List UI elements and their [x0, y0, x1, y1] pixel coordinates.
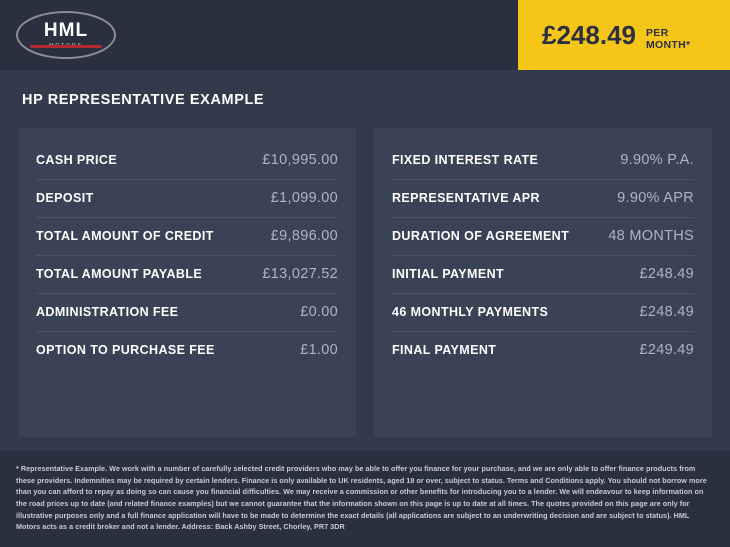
table-row — [36, 256, 338, 294]
table-row — [392, 294, 694, 332]
row-label: ADMINISTRATION FEE — [36, 305, 179, 319]
table-row — [392, 256, 694, 294]
row-value: £248.49 — [639, 266, 694, 282]
logo-container[interactable] — [0, 0, 116, 70]
row-label: REPRESENTATIVE APR — [392, 191, 540, 205]
logo-text: HML — [43, 20, 89, 41]
row-label: DEPOSIT — [36, 191, 94, 205]
table-row — [392, 218, 694, 256]
table-row — [392, 142, 694, 180]
row-value: 9.90% APR — [617, 190, 694, 206]
row-value: £1.00 — [300, 342, 338, 358]
row-label: TOTAL AMOUNT OF CREDIT — [36, 229, 214, 243]
monthly-price-badge — [518, 0, 730, 70]
monthly-price-period: PER MONTH* — [645, 26, 691, 51]
disclaimer-text: * Representative Example. We work with a number of carefully selected credit providers who may be able to offer you finance for your purchase, and we are only able to offer finance products from these providers. Indemnities may be required by certain lenders. Finance is only available to UK residents, aged 18 or over, subject to status. Terms and Conditions apply. You should not borrow more than you can afford to repay as doing so can cause you financial difficulties. We may receive a commission or other benefits for introducing you to a lender. We will endeavour to keep information on the road prices up to date (and related finance examples) but we cannot guarantee that the information shown on this page is up to date at all times. The quotes provided on this page are only for illustrative purposes only and a full finance application will have to be made to determine the exact details (all applications are subject to an underwriting decision and are subject to status). HML Motors acts as a credit broker and not a lender. Address: Back Ashby Street, Chorley, PR7 3DR — [16, 464, 707, 532]
row-value: £0.00 — [300, 304, 338, 320]
monthly-price-amount: £248.49 — [542, 20, 636, 50]
page-title: HP REPRESENTATIVE EXAMPLE — [22, 92, 265, 108]
page-header — [0, 0, 730, 70]
row-value: £10,995.00 — [262, 152, 338, 168]
row-label: INITIAL PAYMENT — [392, 267, 505, 281]
row-label: TOTAL AMOUNT PAYABLE — [36, 267, 203, 281]
table-row — [392, 180, 694, 218]
title-bar — [0, 70, 730, 118]
footer-disclaimer — [0, 451, 730, 547]
table-row — [36, 218, 338, 256]
row-value: £249.49 — [639, 342, 694, 358]
row-value: 48 MONTHS — [608, 228, 694, 244]
row-label: OPTION TO PURCHASE FEE — [36, 343, 215, 357]
row-label: FIXED INTEREST RATE — [392, 153, 539, 167]
table-row — [36, 294, 338, 332]
table-row — [36, 142, 338, 180]
row-value: 9.90% P.A. — [620, 152, 694, 168]
row-label: 46 MONTHLY PAYMENTS — [392, 305, 549, 319]
row-value: £248.49 — [639, 304, 694, 320]
row-label: DURATION OF AGREEMENT — [392, 229, 570, 243]
row-value: £1,099.00 — [270, 190, 338, 206]
row-label: FINAL PAYMENT — [392, 343, 497, 357]
right-details-panel — [374, 128, 712, 437]
hml-motors-logo-icon — [16, 11, 116, 59]
finance-details-panels — [0, 118, 730, 437]
left-details-panel — [18, 128, 356, 437]
table-row — [392, 332, 694, 369]
row-label: CASH PRICE — [36, 153, 118, 167]
logo-red-bar — [30, 45, 102, 48]
table-row — [36, 180, 338, 218]
row-value: £9,896.00 — [270, 228, 338, 244]
table-row — [36, 332, 338, 369]
row-value: £13,027.52 — [262, 266, 338, 282]
